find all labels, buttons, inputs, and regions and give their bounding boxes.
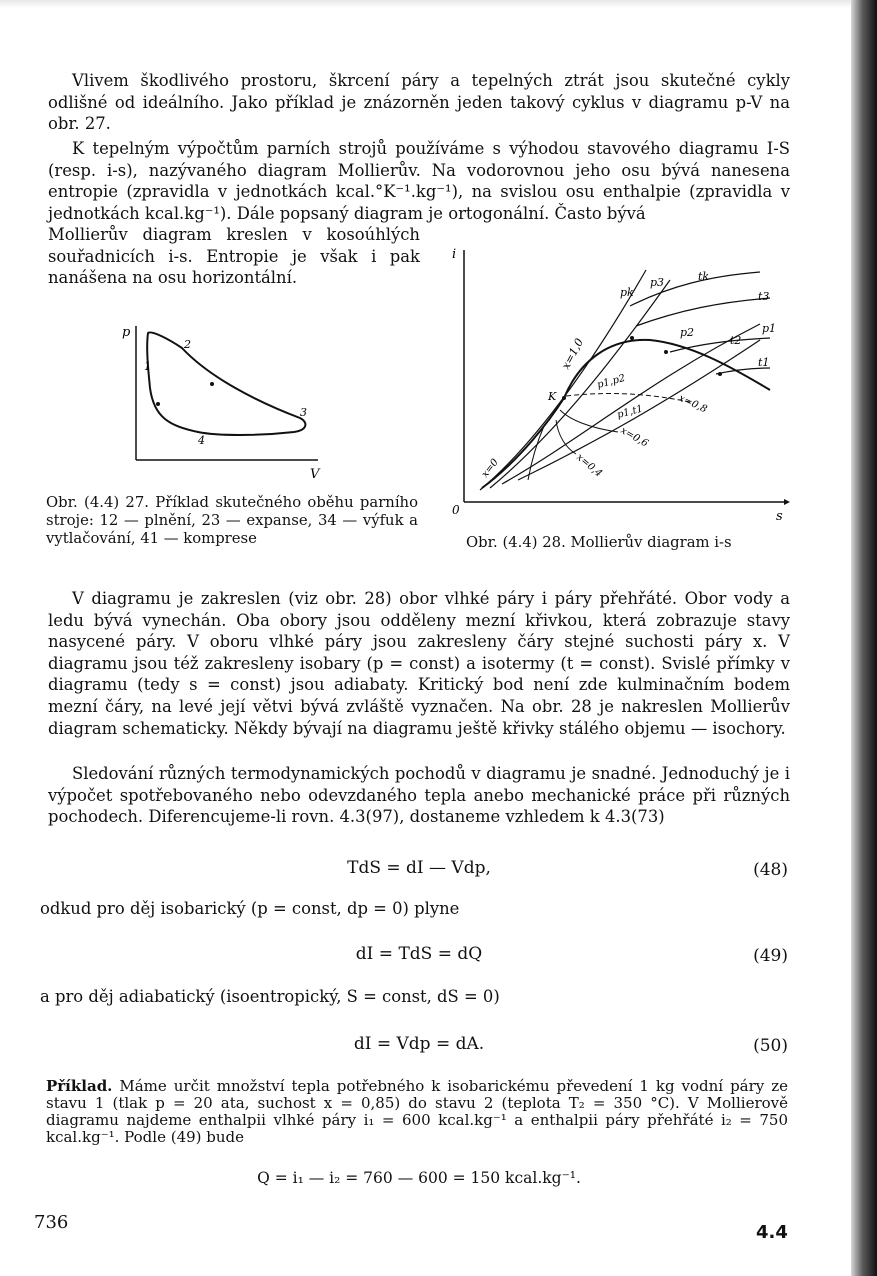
fig28-label-x0: x=0	[479, 457, 501, 480]
fig28-label-t3: t3	[758, 290, 770, 303]
fig28-label-t1: t1	[758, 356, 770, 369]
fig27-point-2: 2	[184, 338, 191, 351]
equation-50: dI = Vdp = dA.	[353, 1034, 485, 1054]
equation-48-number: (48)	[753, 860, 788, 880]
fig28-label-x08: x=0,8	[676, 392, 709, 416]
paragraph-1: Vlivem škodlivého prostoru, škrcení páry a tepelných ztrát jsou skutečné cykly odlišné od ideálního. Jako příklad je znázorněn jeden takový cyklus v diagramu p-V na obr. 27.	[48, 71, 790, 134]
fig28-label-i: i	[452, 247, 457, 262]
figure-27-caption: Obr. (4.4) 27. Příklad skutečného oběhu parního stroje: 12 — plnění, 23 — expanse, 34 — výfuk a vytlačování, 41 — komprese	[46, 494, 418, 547]
page-top-shadow	[0, 0, 877, 8]
fig28-label-p2: p2	[680, 326, 695, 339]
fig28-label-origin: 0	[452, 503, 460, 517]
fig28-label-p3: p3	[650, 276, 665, 289]
fig27-point-1: 1	[144, 360, 151, 373]
paragraph-2: K tepelným výpočtům parních strojů používáme s výhodou stavového diagramu I-S (resp. i-s), nazývaného diagram Mollierův. Na vodorovnou jeho osu bývá nanesena entropie (zpravidla v jednotkách kcal.°K⁻¹.kg⁻¹), na svislou osu enthalpie (zpravidla v jednotkách kcal.kg⁻¹). Dále popsaný diagram je ortogonální. Často bývá	[48, 139, 790, 223]
page-number: 736	[34, 1212, 69, 1233]
equation-50-number: (50)	[753, 1036, 788, 1056]
fig28-label-t2: t2	[730, 334, 742, 347]
equation-49-number: (49)	[753, 946, 788, 966]
fig28-dryness-x0	[528, 426, 544, 480]
fig28-label-pk: pk	[620, 286, 634, 299]
equation-49: dI = TdS = dQ	[355, 944, 483, 964]
equation-49-line	[48, 942, 790, 966]
fig28-label-x06: x=0,6	[618, 425, 650, 450]
equation-50-line	[48, 1032, 790, 1056]
example-text: Máme určit množství tepla potřebného k isobarickému převedení 1 kg vodní páry ze stavu 1 (tlak p = 20 ata, suchost x = 0,85) do stavu 2 (teplota T₂ = 350 °C). V Mollierově diagramu najdeme enthalpii vlhké páry i₁ = 600 kcal.kg⁻¹ a enthalpii páry přehřáté i₂ = 750 kcal.kg⁻¹. Podle (49) bude	[46, 1077, 788, 1146]
fig28-label-k: K	[548, 390, 557, 403]
paragraph-4: Sledování různých termodynamických pochodů v diagramu je snadné. Jednoduchý je i výpočet spotřebovaného nebo odevzdaného tepla anebo mechanické práce při různých pochodech. Diferencujeme-li rovn. 4.3(97), dostaneme vzhledem k 4.3(73)	[48, 764, 790, 827]
fig28-label-p1t1: p1,t1	[615, 403, 645, 421]
figure-28-caption: Obr. (4.4) 28. Mollierův diagram i-s	[466, 534, 732, 551]
fig27-point-3: 3	[300, 406, 307, 419]
text-after-equation-49: a pro děj adiabatický (isoentropický, S = const, dS = 0)	[40, 987, 500, 1006]
example-paragraph	[46, 1078, 788, 1146]
example-label: Příklad.	[46, 1077, 113, 1095]
section-number: 4.4	[756, 1222, 788, 1243]
fig27-point-4: 4	[198, 434, 205, 447]
fig28-label-s: s	[776, 509, 783, 524]
page-right-shadow	[851, 0, 877, 1276]
equation-48: TdS = dI — Vdp,	[347, 858, 491, 878]
fig28-label-p1: p1	[762, 322, 777, 335]
fig28-isotherm-t3	[636, 298, 770, 326]
fig27-label-p: p	[122, 325, 131, 340]
fig28-label-tk: tk	[698, 270, 710, 283]
example-result: Q = i₁ — i₂ = 760 — 600 = 150 kcal.kg⁻¹.	[257, 1169, 581, 1187]
paragraph-3: V diagramu je zakreslen (viz obr. 28) obor vlhké páry i páry přehřáté. Obor vody a ledu bývá vynechán. Oba obory jsou odděleny mezní křivkou, která zobrazuje stavy nasycené páry. V oboru vlhké páry jsou zakresleny čáry stejné suchosti páry x. V diagramu jsou též zakresleny isobary (p = const) a isotermy (t = const). Svislé přímky v diagramu (tedy s = const) jsou adiabaty. Kritický bod není zde kulminačním bodem mezní čáry, na levé její větvi bývá zvláště vyznačen. Na obr. 28 je nakreslen Mollierův diagram schematicky. Někdy bývají na diagramu ještě křivky stálého objemu — isochory.	[48, 589, 790, 738]
fig28-label-p1p2: p1,p2	[595, 372, 627, 391]
figure-28-mollier-diagram	[440, 240, 790, 530]
equation-48-line	[48, 856, 790, 880]
fig27-label-v: V	[310, 467, 320, 480]
fig28-label-x04: x=0,4	[574, 451, 605, 480]
text-after-equation-48: odkud pro děj isobarický (p = const, dp = 0) plyne	[40, 899, 460, 918]
fig28-isobar-p2	[502, 324, 760, 484]
figure-27-pv-diagram	[118, 318, 334, 480]
fig28-dryness-x08	[566, 394, 690, 402]
fig28-label-x10: x=1,0	[559, 336, 587, 372]
paragraph-2-continued: Mollierův diagram kreslen v kosoúhlých souřadnicích i-s. Entropie je však i pak nanášena na osu horizontální.	[48, 225, 420, 288]
fig27-cycle-curve	[147, 332, 305, 435]
